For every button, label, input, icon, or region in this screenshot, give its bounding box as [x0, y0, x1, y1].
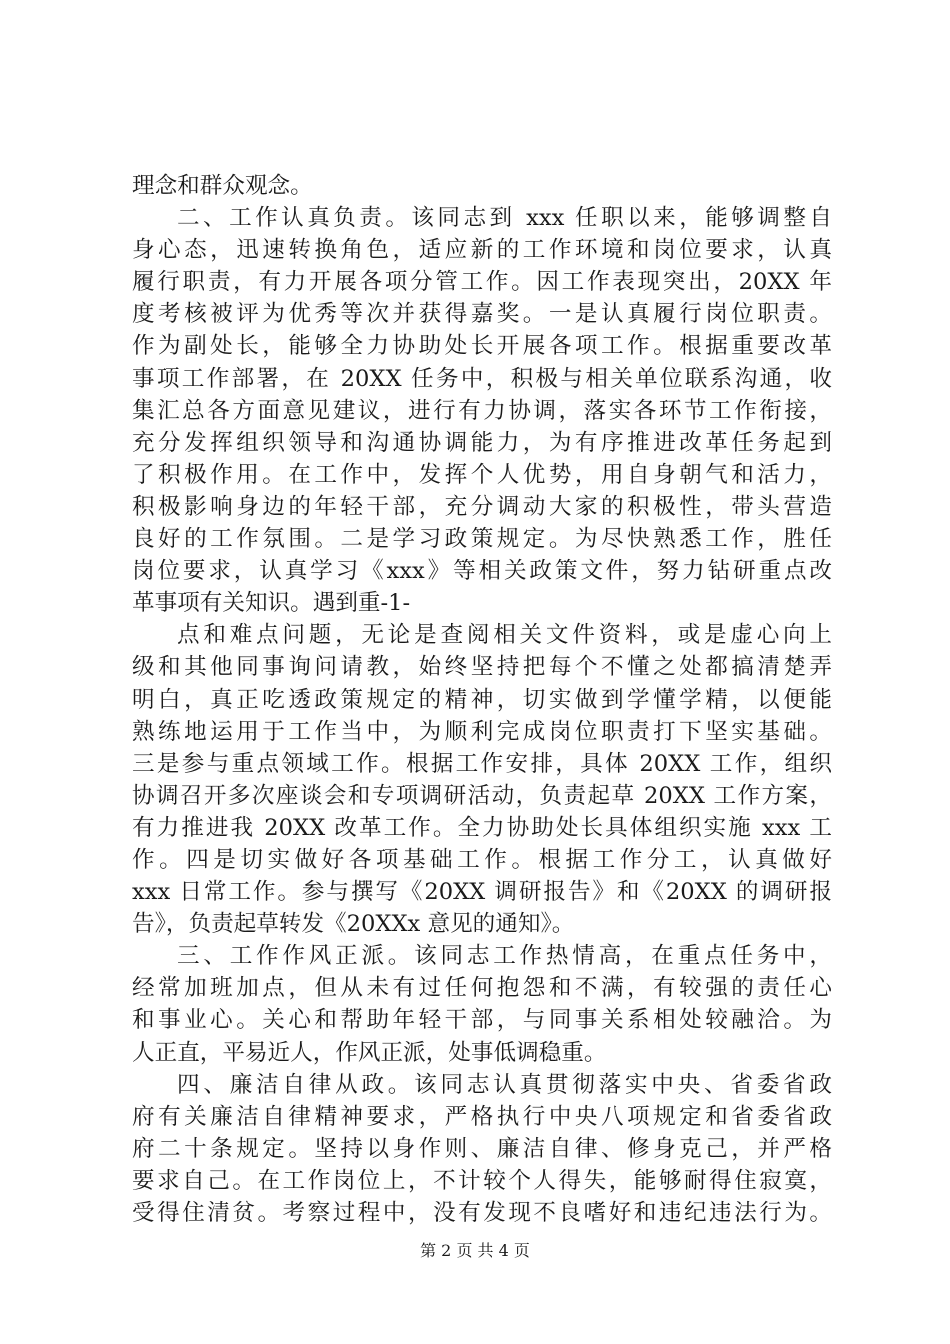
text-line: 履行职责，有力开展各项分管工作。因工作表现突出，20XX 年	[132, 269, 832, 296]
text-line: 积极影响身边的年轻干部，充分调动大家的积极性，带头营造	[132, 493, 832, 520]
text-line: 经常加班加点，但从未有过任何抱怨和不满，有较强的责任心	[132, 975, 832, 1002]
text-line: 理念和群众观念。	[132, 173, 313, 199]
text-line: 熟练地运用于工作当中，为顺利完成岗位职责打下坚实基础。	[132, 718, 832, 745]
text-line: 事项工作部署，在 20XX 任务中，积极与相关单位联系沟通，收	[132, 365, 832, 392]
page-number-label: 第 2 页 共 4 页	[420, 1241, 530, 1260]
body-text	[132, 170, 832, 1229]
text-line: 人正直，平易近人，作风正派，处事低调稳重。	[132, 1039, 607, 1066]
text-line: 协调召开多次座谈会和专项调研活动，负责起草 20XX 工作方案，	[132, 782, 832, 809]
text-line: 级和其他同事询问请教，始终坚持把每个不懂之处都搞清楚弄	[132, 654, 832, 681]
text-line: 告》，负责起草转发《20XXx 意见的通知》。	[132, 911, 575, 938]
text-line: 有力推进我 20XX 改革工作。全力协助处长具体组织实施 xxx 工	[132, 814, 832, 841]
text-line: 度考核被评为优秀等次并获得嘉奖。一是认真履行岗位职责。	[132, 301, 832, 328]
text-line: 明白，真正吃透政策规定的精神，切实做到学懂学精，以便能	[132, 686, 832, 713]
text-line: 府二十条规定。坚持以身作则、廉洁自律、修身克己，并严格	[132, 1135, 832, 1162]
text-line: 作为副处长，能够全力协助处长开展各项工作。根据重要改革	[132, 333, 832, 360]
text-line: 岗位要求，认真学习《xxx》等相关政策文件，努力钻研重点改	[132, 558, 832, 585]
text-line: 和事业心。关心和帮助年轻干部，与同事关系相处较融洽。为	[132, 1007, 832, 1034]
text-line: 受得住清贫。考察过程中，没有发现不良嗜好和违纪违法行为。	[132, 1200, 832, 1226]
text-line: 府有关廉洁自律精神要求，严格执行中央八项规定和省委省政	[132, 1103, 832, 1130]
text-line: 要求自己。在工作岗位上，不计较个人得失，能够耐得住寂寞，	[132, 1167, 832, 1194]
text-line: 良好的工作氛围。二是学习政策规定。为尽快熟悉工作，胜任	[132, 526, 832, 553]
text-line: 充分发挥组织领导和沟通协调能力，为有序推进改革任务起到	[132, 429, 832, 456]
text-line: 二、工作认真负责。该同志到 xxx 任职以来，能够调整自	[177, 205, 832, 232]
text-line: 四、廉洁自律从政。该同志认真贯彻落实中央、省委省政	[177, 1071, 832, 1098]
text-line: 三、工作作风正派。该同志工作热情高，在重点任务中，	[177, 943, 832, 970]
text-line: 三是参与重点领域工作。根据工作安排，具体 20XX 工作，组织	[132, 750, 832, 777]
page-footer	[0, 1241, 950, 1261]
text-line: 了积极作用。在工作中，发挥个人优势，用自身朝气和活力，	[132, 461, 832, 488]
text-line: 集汇总各方面意见建议，进行有力协调，落实各环节工作衔接，	[132, 397, 832, 424]
text-line: 革事项有关知识。遇到重-1-	[132, 590, 411, 617]
text-line: 点和难点问题，无论是查阅相关文件资料，或是虚心向上	[177, 622, 832, 649]
text-line: 身心态，迅速转换角色，适应新的工作环境和岗位要求，认真	[132, 237, 832, 264]
text-line: 作。四是切实做好各项基础工作。根据工作分工，认真做好	[132, 846, 832, 873]
text-line: xxx 日常工作。参与撰写《20XX 调研报告》和《20XX 的调研报	[132, 879, 832, 906]
